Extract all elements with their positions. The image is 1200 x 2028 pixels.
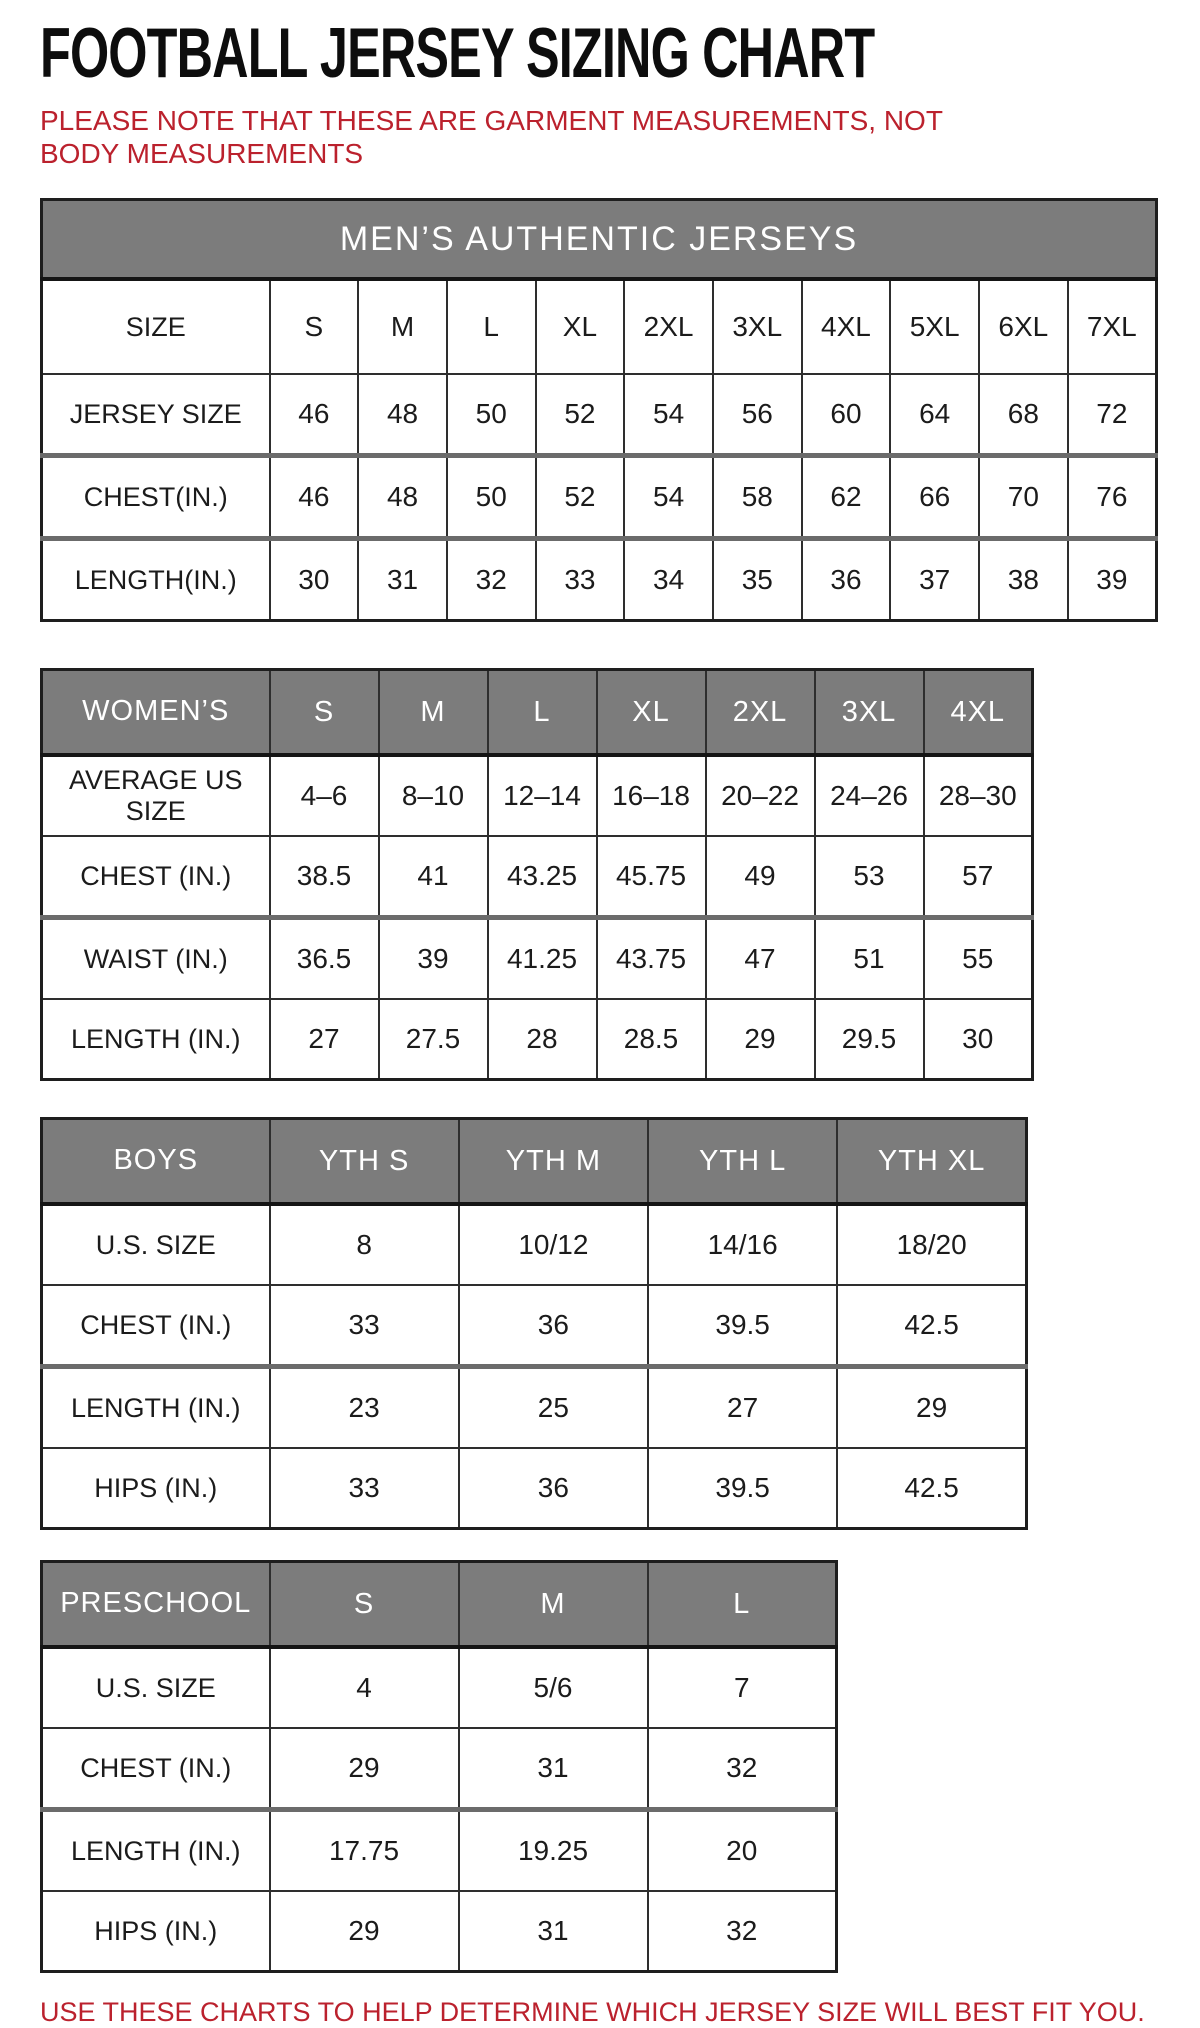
womens-row-label: LENGTH (IN.)	[42, 999, 270, 1080]
mens-table-row	[42, 539, 1157, 621]
preschool-column-header: L	[648, 1562, 837, 1648]
mens-row-label: CHEST(IN.)	[42, 456, 270, 539]
page-title: FOOTBALL JERSEY SIZING CHART	[40, 13, 875, 93]
mens-value-cell: 39	[1068, 539, 1157, 621]
womens-table-row	[42, 836, 1033, 918]
womens-column-header: 4XL	[924, 670, 1033, 756]
boys-table-row	[42, 1367, 1027, 1449]
womens-column-header: 3XL	[815, 670, 924, 756]
mens-value-cell: 38	[979, 539, 1068, 621]
mens-value-cell: 32	[447, 539, 536, 621]
womens-value-cell: 41.25	[488, 918, 597, 1000]
womens-value-cell: 38.5	[270, 836, 379, 918]
mens-value-cell: 35	[713, 539, 802, 621]
mens-value-cell: 4XL	[802, 279, 891, 374]
mens-value-cell: 60	[802, 374, 891, 456]
mens-value-cell: 72	[1068, 374, 1157, 456]
boys-value-cell: 18/20	[837, 1204, 1026, 1285]
mens-value-cell: 66	[890, 456, 979, 539]
mens-row-label: SIZE	[42, 279, 270, 374]
mens-value-cell: 52	[536, 456, 625, 539]
boys-value-cell: 33	[270, 1448, 459, 1529]
preschool-row-label: CHEST (IN.)	[42, 1728, 270, 1810]
womens-table-row	[42, 755, 1033, 836]
preschool-value-cell: 20	[648, 1810, 837, 1892]
mens-banner: MEN’S AUTHENTIC JERSEYS	[42, 200, 1157, 280]
preschool-value-cell: 32	[648, 1728, 837, 1810]
preschool-sizing-table	[40, 1560, 838, 1973]
boys-value-cell: 42.5	[837, 1448, 1026, 1529]
womens-value-cell: 28	[488, 999, 597, 1080]
boys-value-cell: 27	[648, 1367, 837, 1449]
boys-value-cell: 36	[459, 1285, 648, 1367]
mens-value-cell: 50	[447, 456, 536, 539]
mens-value-cell: 31	[358, 539, 447, 621]
boys-value-cell: 39.5	[648, 1285, 837, 1367]
boys-value-cell: 25	[459, 1367, 648, 1449]
mens-row-label: LENGTH(IN.)	[42, 539, 270, 621]
womens-table-row	[42, 918, 1033, 1000]
womens-column-header: S	[270, 670, 379, 756]
womens-column-header: 2XL	[706, 670, 815, 756]
mens-value-cell: S	[270, 279, 359, 374]
garment-measurements-note: PLEASE NOTE THAT THESE ARE GARMENT MEASUREMENTS, NOT BODY MEASUREMENTS	[40, 105, 943, 170]
mens-value-cell: XL	[536, 279, 625, 374]
womens-value-cell: 29.5	[815, 999, 924, 1080]
boys-table-row	[42, 1448, 1027, 1529]
womens-column-header: L	[488, 670, 597, 756]
preschool-column-header: S	[270, 1562, 459, 1648]
preschool-value-cell: 31	[459, 1728, 648, 1810]
womens-value-cell: 27	[270, 999, 379, 1080]
mens-value-cell: 52	[536, 374, 625, 456]
mens-value-cell: 37	[890, 539, 979, 621]
page-title-wrap	[40, 13, 1160, 94]
womens-value-cell: 16–18	[597, 755, 706, 836]
womens-value-cell: 20–22	[706, 755, 815, 836]
preschool-value-cell: 19.25	[459, 1810, 648, 1892]
mens-value-cell: 7XL	[1068, 279, 1157, 374]
womens-value-cell: 28.5	[597, 999, 706, 1080]
mens-value-cell: 54	[624, 374, 713, 456]
boys-column-header: YTH M	[459, 1119, 648, 1205]
mens-value-cell: 2XL	[624, 279, 713, 374]
womens-value-cell: 8–10	[379, 755, 488, 836]
mens-value-cell: 46	[270, 456, 359, 539]
mens-value-cell: 6XL	[979, 279, 1068, 374]
womens-value-cell: 47	[706, 918, 815, 1000]
mens-value-cell: 48	[358, 374, 447, 456]
boys-table-row	[42, 1285, 1027, 1367]
mens-table-row	[42, 456, 1157, 539]
mens-value-cell: 5XL	[890, 279, 979, 374]
boys-column-header: YTH S	[270, 1119, 459, 1205]
womens-value-cell: 39	[379, 918, 488, 1000]
womens-value-cell: 28–30	[924, 755, 1033, 836]
mens-value-cell: 3XL	[713, 279, 802, 374]
preschool-value-cell: 32	[648, 1891, 837, 1972]
womens-value-cell: 24–26	[815, 755, 924, 836]
boys-column-header: YTH XL	[837, 1119, 1026, 1205]
mens-value-cell: L	[447, 279, 536, 374]
boys-column-header: YTH L	[648, 1119, 837, 1205]
mens-value-cell: 58	[713, 456, 802, 539]
preschool-column-header: M	[459, 1562, 648, 1648]
preschool-value-cell: 5/6	[459, 1647, 648, 1728]
boys-sizing-table	[40, 1117, 1028, 1530]
preschool-table-row	[42, 1647, 837, 1728]
womens-header-label: WOMEN’S	[42, 670, 270, 756]
womens-value-cell: 36.5	[270, 918, 379, 1000]
mens-value-cell: 34	[624, 539, 713, 621]
preschool-row-label: LENGTH (IN.)	[42, 1810, 270, 1892]
boys-value-cell: 29	[837, 1367, 1026, 1449]
preschool-value-cell: 29	[270, 1728, 459, 1810]
mens-value-cell: M	[358, 279, 447, 374]
mens-value-cell: 56	[713, 374, 802, 456]
boys-table-row	[42, 1204, 1027, 1285]
mens-value-cell: 30	[270, 539, 359, 621]
boys-row-label: LENGTH (IN.)	[42, 1367, 270, 1449]
sizing-tables	[40, 198, 1160, 1973]
boys-row-label: CHEST (IN.)	[42, 1285, 270, 1367]
womens-value-cell: 55	[924, 918, 1033, 1000]
womens-column-header: XL	[597, 670, 706, 756]
mens-table-row	[42, 374, 1157, 456]
preschool-value-cell: 29	[270, 1891, 459, 1972]
mens-table-row	[42, 279, 1157, 374]
womens-value-cell: 27.5	[379, 999, 488, 1080]
womens-value-cell: 43.75	[597, 918, 706, 1000]
preschool-value-cell: 7	[648, 1647, 837, 1728]
womens-sizing-table	[40, 668, 1034, 1081]
womens-value-cell: 12–14	[488, 755, 597, 836]
footer-note: USE THESE CHARTS TO HELP DETERMINE WHICH JERSEY SIZE WILL BEST FIT YOU.	[40, 1997, 1145, 2028]
mens-value-cell: 54	[624, 456, 713, 539]
womens-table-row	[42, 999, 1033, 1080]
womens-value-cell: 53	[815, 836, 924, 918]
womens-value-cell: 43.25	[488, 836, 597, 918]
preschool-value-cell: 17.75	[270, 1810, 459, 1892]
womens-value-cell: 41	[379, 836, 488, 918]
mens-value-cell: 33	[536, 539, 625, 621]
preschool-row-label: HIPS (IN.)	[42, 1891, 270, 1972]
mens-value-cell: 36	[802, 539, 891, 621]
preschool-value-cell: 31	[459, 1891, 648, 1972]
mens-value-cell: 70	[979, 456, 1068, 539]
womens-value-cell: 29	[706, 999, 815, 1080]
mens-value-cell: 62	[802, 456, 891, 539]
womens-value-cell: 51	[815, 918, 924, 1000]
womens-value-cell: 4–6	[270, 755, 379, 836]
boys-row-label: U.S. SIZE	[42, 1204, 270, 1285]
boys-value-cell: 36	[459, 1448, 648, 1529]
mens-value-cell: 48	[358, 456, 447, 539]
boys-row-label: HIPS (IN.)	[42, 1448, 270, 1529]
womens-row-label: WAIST (IN.)	[42, 918, 270, 1000]
mens-value-cell: 64	[890, 374, 979, 456]
boys-value-cell: 23	[270, 1367, 459, 1449]
boys-value-cell: 39.5	[648, 1448, 837, 1529]
boys-value-cell: 14/16	[648, 1204, 837, 1285]
preschool-header-label: PRESCHOOL	[42, 1562, 270, 1648]
boys-value-cell: 33	[270, 1285, 459, 1367]
mens-value-cell: 68	[979, 374, 1068, 456]
mens-value-cell: 76	[1068, 456, 1157, 539]
mens-row-label: JERSEY SIZE	[42, 374, 270, 456]
preschool-table-row	[42, 1810, 837, 1892]
mens-value-cell: 50	[447, 374, 536, 456]
womens-value-cell: 49	[706, 836, 815, 918]
boys-value-cell: 8	[270, 1204, 459, 1285]
boys-header-label: BOYS	[42, 1119, 270, 1205]
womens-row-label: CHEST (IN.)	[42, 836, 270, 918]
preschool-row-label: U.S. SIZE	[42, 1647, 270, 1728]
preschool-value-cell: 4	[270, 1647, 459, 1728]
preschool-table-row	[42, 1891, 837, 1972]
mens-value-cell: 46	[270, 374, 359, 456]
mens-sizing-table	[40, 198, 1158, 622]
womens-column-header: M	[379, 670, 488, 756]
womens-value-cell: 45.75	[597, 836, 706, 918]
womens-value-cell: 57	[924, 836, 1033, 918]
boys-value-cell: 42.5	[837, 1285, 1026, 1367]
womens-value-cell: 30	[924, 999, 1033, 1080]
preschool-table-row	[42, 1728, 837, 1810]
boys-value-cell: 10/12	[459, 1204, 648, 1285]
womens-row-label: AVERAGE US SIZE	[42, 755, 270, 836]
